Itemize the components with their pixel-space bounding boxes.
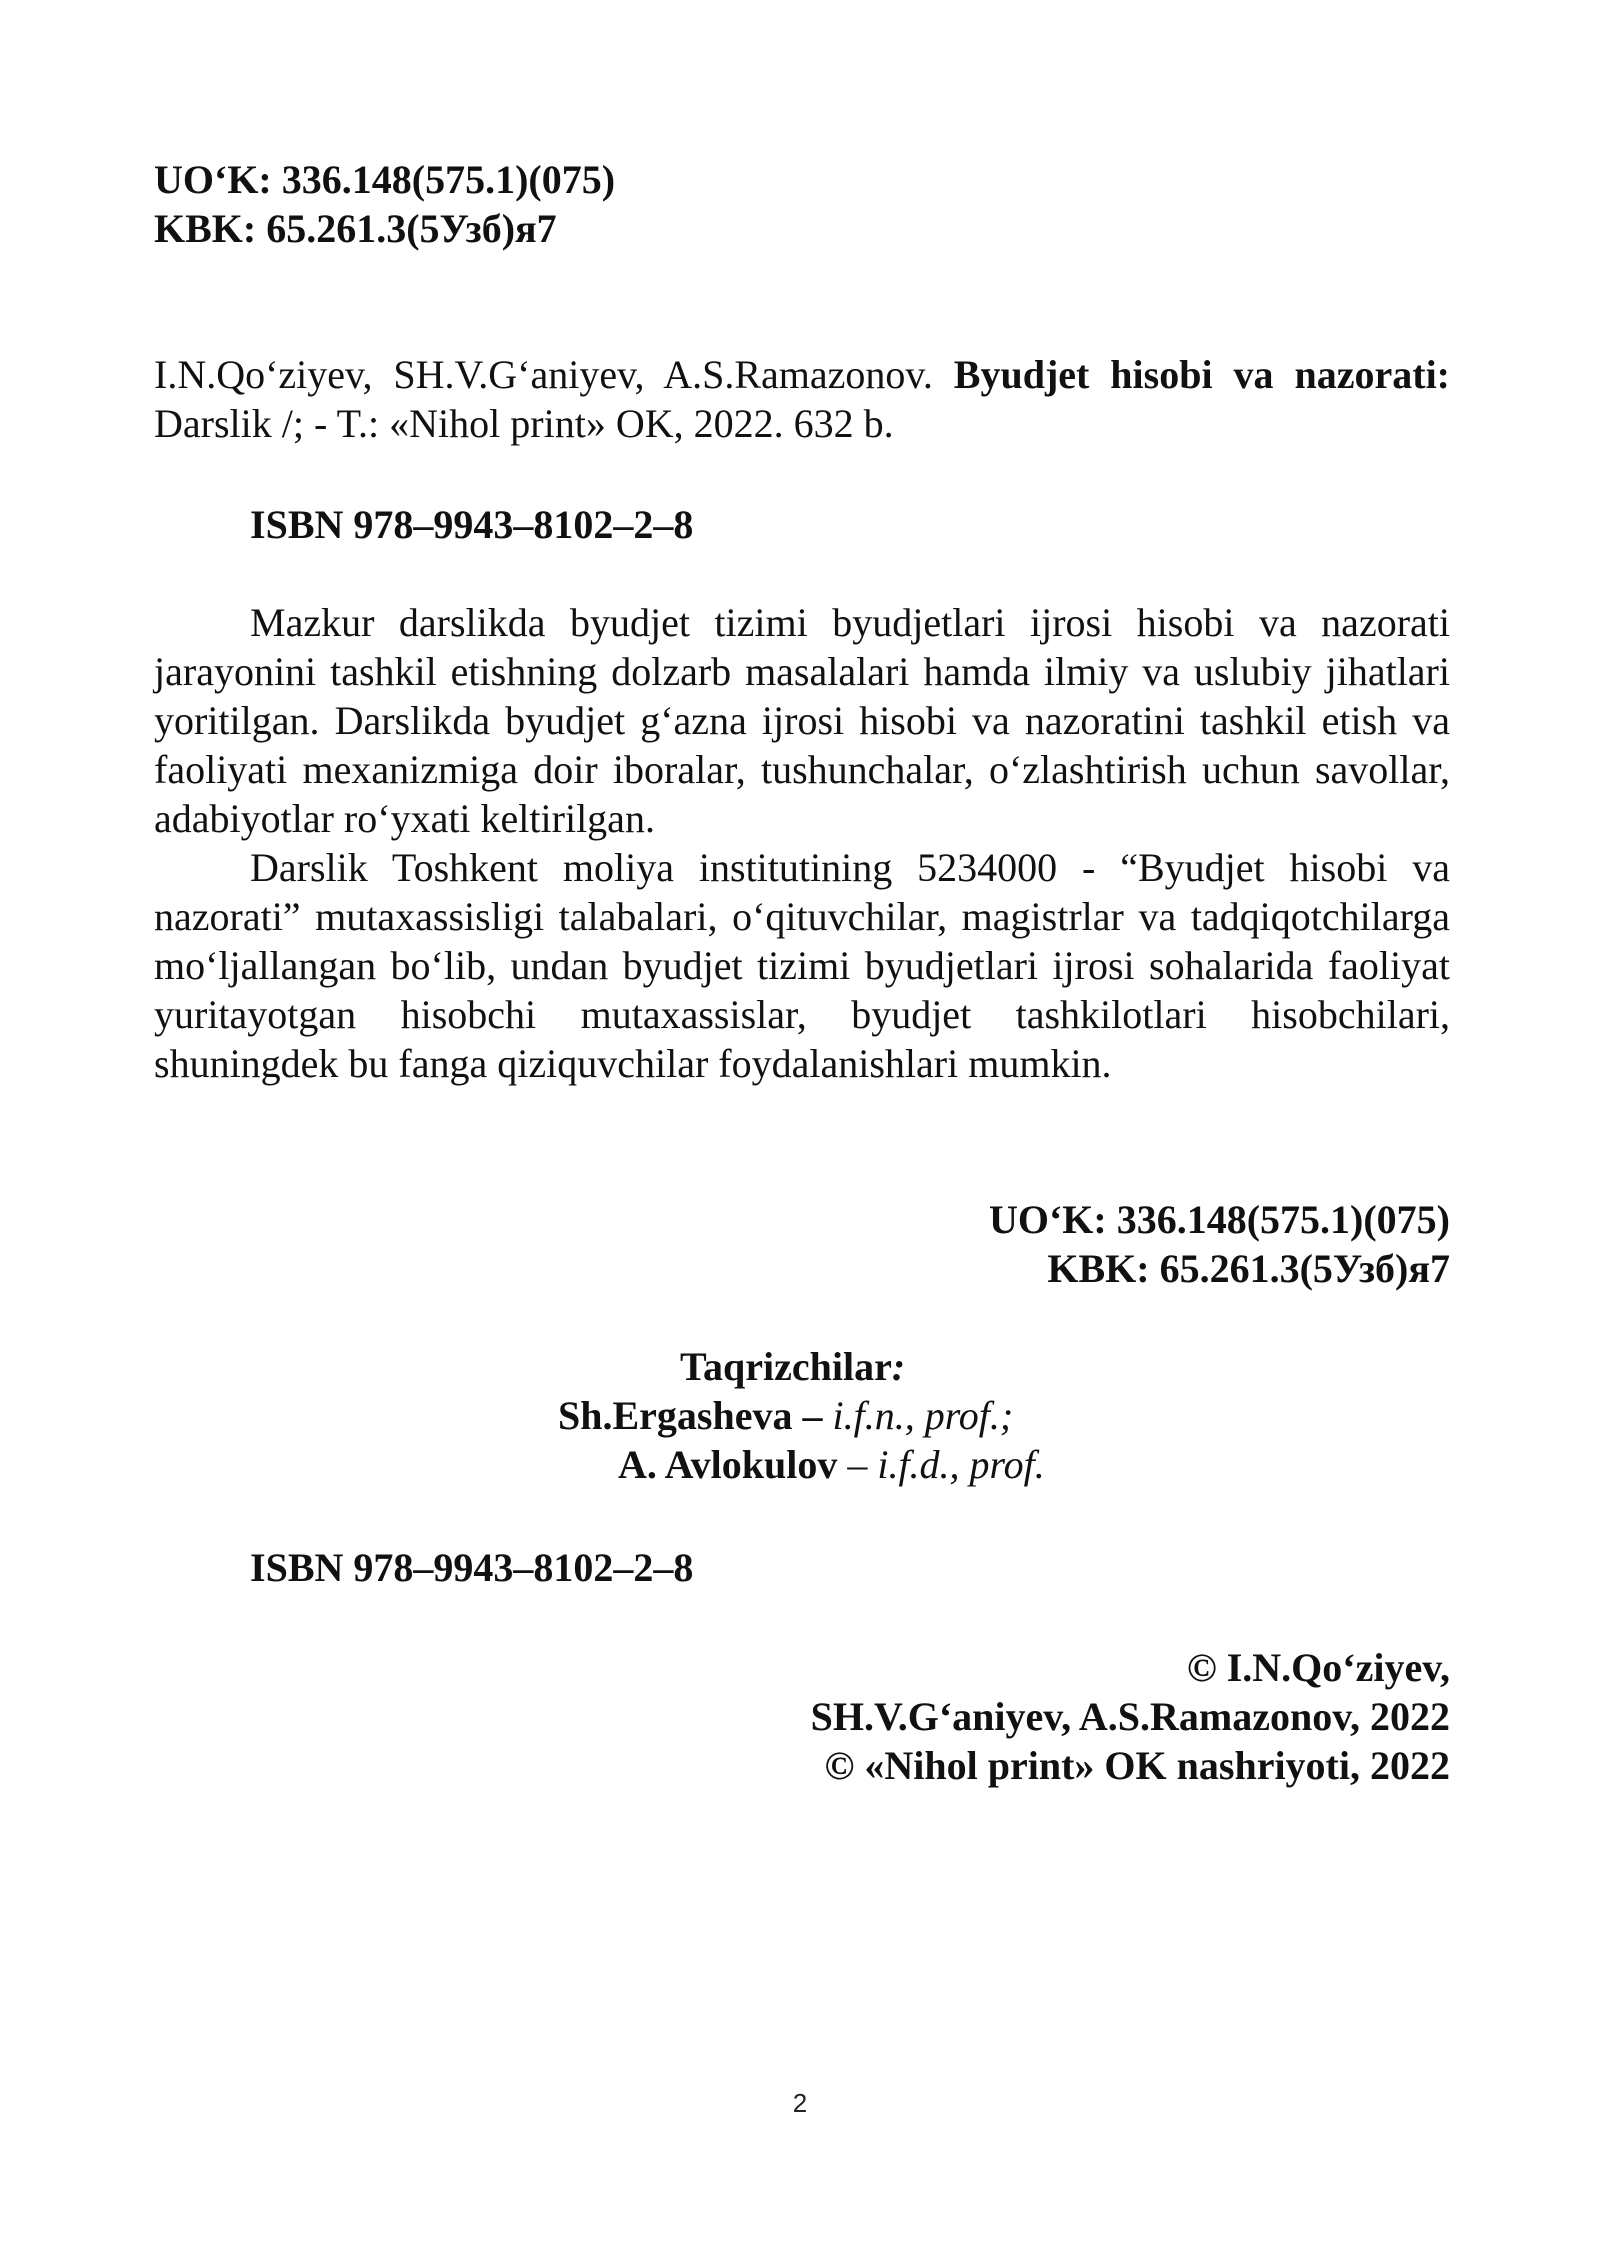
copyright-block: [154, 1643, 1450, 1790]
isbn-top: ISBN 978–9943–8102–2–8: [250, 502, 694, 547]
reviewer-name: Sh.Ergasheva: [558, 1393, 793, 1438]
page-number: 2: [792, 2088, 808, 2118]
reviewer-dash: –: [792, 1393, 833, 1438]
reviewer-name: A. Avlokulov: [618, 1442, 838, 1487]
bbk-code-right: KBK: 65.261.3(5Узб)я7: [1047, 1246, 1450, 1291]
reviewer-degree: i.f.n., prof.;: [832, 1393, 1014, 1438]
abstract: [154, 598, 1450, 1088]
classification-codes-right: [154, 1195, 1450, 1293]
copyright-line-2: SH.V.G‘aniyev, A.S.Ramazonov, 2022: [810, 1694, 1450, 1739]
abstract-paragraph-2: Darslik Toshkent moliya institutining 5234000 - “Byudjet hisobi va nazorati” mutaxassisligi talabalari, o‘qituvchilar, magistrlar va tadqiqotchilarga mo‘ljallangan bo‘lib, undan byudjet tizimi byudjetlari ijrosi sohalarida faoliyat yuritayotgan hisobchi mutaxassislar, byudjet tashkilotlari hisobchilari, shuningdek bu fanga qiziquvchilar foydalanishlari mumkin.: [154, 845, 1450, 1086]
classification-codes-top: [154, 155, 1450, 253]
bibliographic-citation: [154, 350, 1450, 448]
reviewer-2: [618, 1440, 1045, 1489]
udk-code: UO‘K: 336.148(575.1)(075): [154, 157, 616, 202]
citation-text: [154, 350, 1450, 448]
citation-title: Byudjet hisobi va nazorati:: [953, 352, 1450, 397]
reviewer-degree: i.f.d., prof.: [877, 1442, 1045, 1487]
udk-code-right: UO‘K: 336.148(575.1)(075): [988, 1197, 1450, 1242]
isbn-bottom: ISBN 978–9943–8102–2–8: [250, 1545, 694, 1590]
reviewers-title: Taqrizchilar:: [680, 1344, 906, 1389]
reviewer-1: [558, 1391, 1013, 1440]
citation-authors: I.N.Qo‘ziyev, SH.V.G‘aniyev, A.S.Ramazonov.: [154, 352, 933, 397]
bbk-code: KBK: 65.261.3(5Узб)я7: [154, 206, 557, 251]
copyright-line-1: © I.N.Qo‘ziyev,: [1186, 1645, 1450, 1690]
abstract-paragraph-1: Mazkur darslikda byudjet tizimi byudjetlari ijrosi hisobi va nazorati jarayonini tashkil etishning dolzarb masalalari hamda ilmiy va uslubiy jihatlari yoritilgan. Darslikda byudjet g‘azna ijrosi hisobi va nazoratini tashkil etish va faoliyati mexanizmiga doir iboralar, tushunchalar, o‘zlashtirish uchun savollar, adabiyotlar ro‘yxati keltirilgan.: [154, 600, 1450, 841]
reviewer-dash: –: [837, 1442, 878, 1487]
citation-details: Darslik /; - T.: «Nihol print» OK, 2022. 632 b.: [154, 401, 894, 446]
copyright-line-3: © «Nihol print» OK nashriyoti, 2022: [824, 1743, 1450, 1788]
